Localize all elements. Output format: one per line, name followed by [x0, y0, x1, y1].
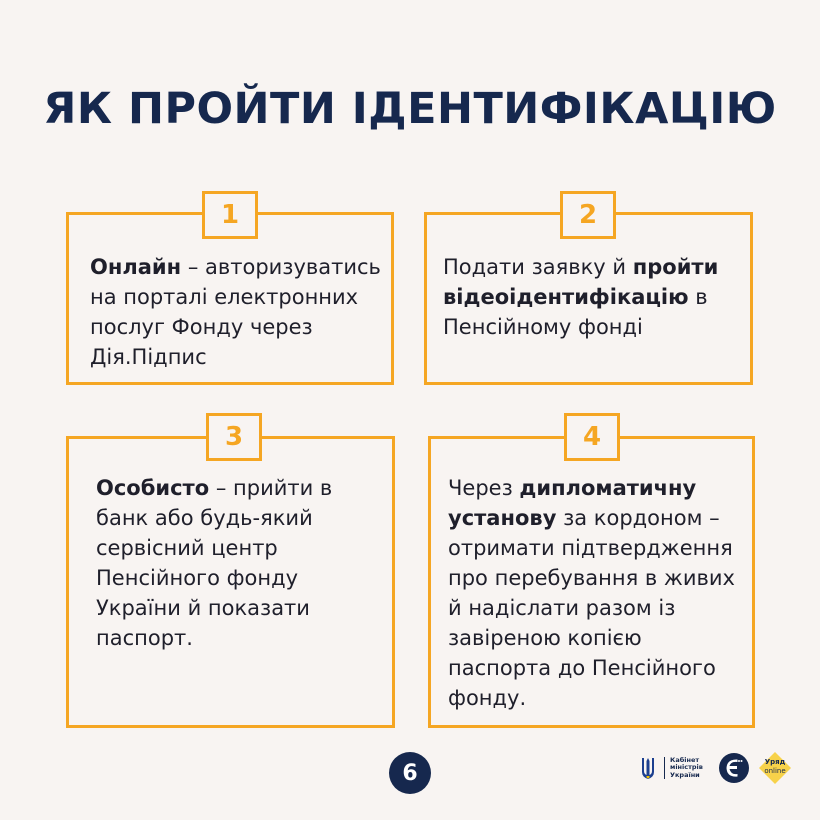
cabinet-line-1: Кабінет: [670, 755, 700, 764]
card-1-number: 1: [202, 191, 258, 239]
cabinet-ministers-label: [664, 757, 710, 780]
card-1-text: [90, 252, 390, 372]
card-3-text-bold: Особисто: [96, 476, 210, 500]
card-3-text-rest: – прийти в банк або будь-який сервісний центр Пенсійного фонду України й показати паспорт.: [96, 476, 333, 650]
card-4-text-end: за кордоном – отримати підтвердження про перебування в живих й надіслати разом із завіреною копією паспорта до Пенсійного фонду.: [448, 506, 735, 710]
page-number: 6: [389, 752, 431, 794]
footer-logos: [640, 750, 792, 786]
card-2-text-start: Подати заявку й: [443, 255, 633, 279]
dia-logo-icon: [718, 752, 750, 784]
card-3-number: 3: [206, 413, 262, 461]
card-2-text-end: в Пенсійному фонді: [443, 285, 708, 339]
card-4-number: 4: [564, 413, 620, 461]
card-2-text: [443, 252, 743, 342]
card-1-text-rest: – авторизуватись на порталі електронних послуг Фонду через Дія.Підпис: [90, 255, 381, 369]
card-2-text-bold: пройти відеоідентифікацію: [443, 255, 719, 309]
card-4-text: [448, 473, 738, 713]
card-4-text-bold: дипломатичну установу: [448, 476, 697, 530]
uriad-line-2: online: [764, 767, 786, 775]
cabinet-line-2: міністрів: [670, 763, 703, 772]
card-1-text-bold: Онлайн: [90, 255, 182, 279]
uriad-online-logo-icon: [758, 751, 792, 785]
card-2-number: 2: [560, 191, 616, 239]
trident-icon: [640, 755, 656, 781]
card-4-text-start: Через: [448, 476, 520, 500]
page-title: ЯК ПРОЙТИ ІДЕНТИФІКАЦІЮ: [43, 84, 777, 134]
uriad-online-label: [758, 758, 792, 776]
uriad-line-1: Уряд: [764, 758, 786, 766]
cabinet-line-3: України: [670, 770, 700, 779]
card-3-text: [96, 473, 344, 653]
